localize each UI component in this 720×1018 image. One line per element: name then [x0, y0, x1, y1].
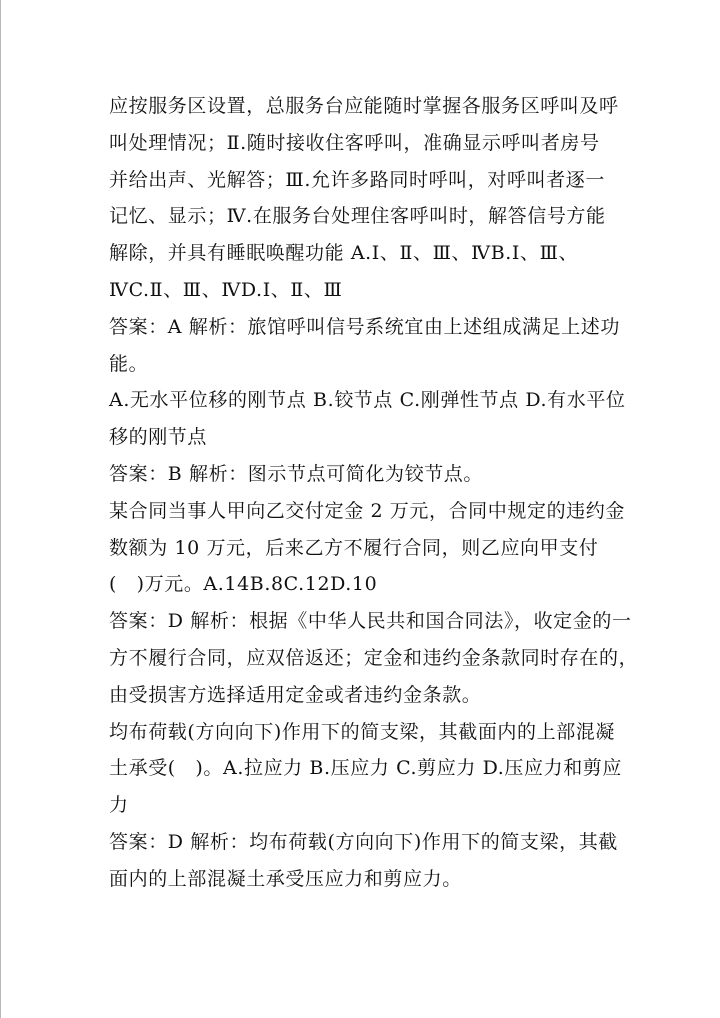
question-line: 某合同当事人甲向乙交付定金 2 万元，合同中规定的违约金 — [109, 499, 625, 522]
text-line: 并给出声、光解答；Ⅲ.允许多路同时呼叫，对呼叫者逐一 — [109, 168, 605, 191]
question-line: 数额为 10 万元，后来乙方不履行合同，则乙应向甲支付 — [109, 536, 599, 559]
text-line: 记忆、显示；Ⅳ.在服务台处理住客呼叫时，解答信号方能 — [109, 205, 606, 228]
answer-line: 答案：D 解析：根据《中华人民共和国合同法》，收定金的一 — [109, 610, 632, 633]
text-line: 应按服务区设置，总服务台应能随时掌握各服务区呼叫及呼 — [109, 95, 619, 117]
answer-line: 答案：B 解析：图示节点可简化为铰节点。 — [109, 462, 484, 485]
question-line: 力 — [109, 794, 129, 817]
question-line: ( )万元。A.14B.8C.12D.10 — [109, 573, 378, 596]
question-line: 均布荷载(方向向下)作用下的简支梁，其截面内的上部混凝 — [109, 720, 616, 743]
answer-line: 答案：D 解析：均布荷载(方向向下)作用下的简支梁，其截 — [109, 830, 618, 853]
answer-line: 面内的上部混凝土承受压应力和剪应力。 — [109, 867, 462, 890]
answer-line: 方不履行合同，应双倍返还；定金和违约金条款同时存在的， — [109, 646, 639, 669]
answer-line: 答案：A 解析：旅馆呼叫信号系统宜由上述组成满足上述功 — [109, 315, 620, 338]
answer-line: 由受损害方选择适用定金或者违约金条款。 — [109, 683, 482, 706]
text-line: 叫处理情况；Ⅱ.随时接收住客呼叫，准确显示呼叫者房号 — [109, 131, 600, 154]
text-line: ⅣC.Ⅱ、Ⅲ、ⅣD.Ⅰ、Ⅱ、Ⅲ — [109, 278, 343, 301]
document-body — [109, 88, 639, 898]
question-line: 移的刚节点 — [109, 426, 208, 449]
question-line: A.无水平位移的刚节点 B.铰节点 C.刚弹性节点 D.有水平位 — [109, 389, 626, 412]
question-line: 土承受( )。A.拉应力 B.压应力 C.剪应力 D.压应力和剪应 — [109, 757, 623, 780]
answer-line: 能。 — [109, 352, 149, 375]
text-line: 解除，并具有睡眠唤醒功能 A.Ⅰ、Ⅱ、Ⅲ、ⅣB.Ⅰ、Ⅲ、 — [109, 242, 579, 265]
